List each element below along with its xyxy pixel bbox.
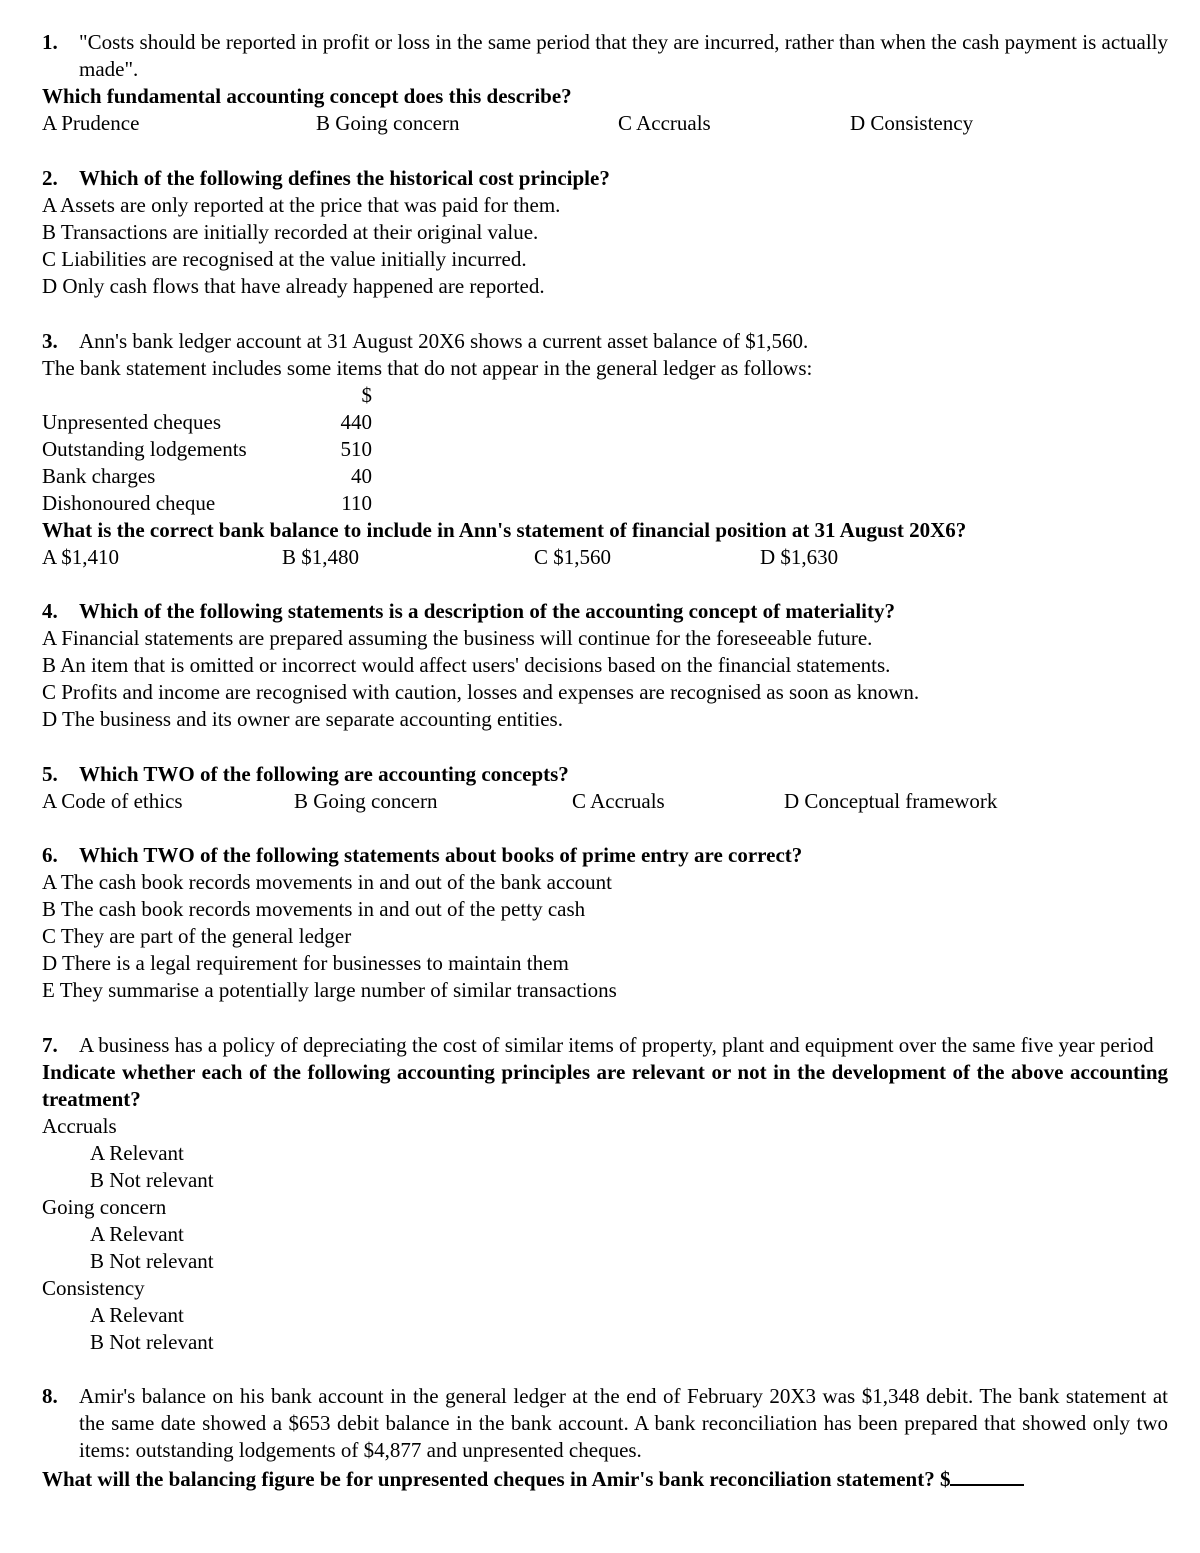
principle-label: Consistency (42, 1276, 145, 1300)
question-prompt: Which TWO of the following statements about books of prime entry are correct? (79, 843, 803, 867)
option-a[interactable]: A Assets are only reported at the price that was paid for them. (42, 193, 561, 217)
question-5 (42, 761, 1168, 815)
question-3 (42, 328, 1168, 571)
question-text-2: The bank statement includes some items that do not appear in the general ledger as follows: (42, 356, 813, 380)
option-c[interactable]: C Accruals (618, 111, 711, 135)
principle-label: Accruals (42, 1114, 117, 1138)
question-8 (42, 1383, 1168, 1493)
question-4 (42, 598, 1168, 733)
question-prompt: Which of the following statements is a description of the accounting concept of materiality? (79, 599, 895, 623)
question-prompt: Which fundamental accounting concept does this describe? (42, 84, 572, 108)
option-a[interactable]: A Prudence (42, 111, 140, 135)
question-number: 3. (42, 329, 58, 353)
question-prompt: Which of the following defines the historical cost principle? (79, 166, 610, 190)
principle-group-going-concern (42, 1194, 1168, 1275)
option-a[interactable]: A Relevant (90, 1141, 184, 1165)
option-b[interactable]: B Going concern (294, 789, 438, 813)
options-row (42, 110, 1168, 137)
question-number: 1. (42, 30, 58, 54)
option-a[interactable]: A Financial statements are prepared assuming the business will continue for the foreseeable future. (42, 626, 873, 650)
question-number: 8. (42, 1384, 58, 1408)
table-row: Outstanding lodgements 510 (42, 437, 372, 461)
table-row: Unpresented cheques 440 (42, 410, 372, 434)
option-a[interactable]: A $1,410 (42, 545, 120, 569)
option-b[interactable]: B An item that is omitted or incorrect would affect users' decisions based on the financial statements. (42, 653, 891, 677)
question-number: 6. (42, 843, 58, 867)
question-number: 5. (42, 762, 58, 786)
options-row (42, 544, 1168, 571)
question-number: 7. (42, 1033, 58, 1057)
question-prompt: Indicate whether each of the following accounting principles are relevant or not in the development of the above accounting treatment? (42, 1060, 1168, 1111)
question-number: 4. (42, 599, 58, 623)
question-2 (42, 165, 1168, 300)
table-row: Dishonoured cheque 110 (42, 491, 372, 515)
option-b[interactable]: B Not relevant (90, 1168, 214, 1192)
question-text: A business has a policy of depreciating the cost of similar items of property, plant and equipment over the same five year period (79, 1033, 1154, 1057)
option-d[interactable]: D There is a legal requirement for businesses to maintain them (42, 951, 569, 975)
option-b[interactable]: B Not relevant (90, 1330, 214, 1354)
principle-group-consistency (42, 1275, 1168, 1356)
option-b[interactable]: B The cash book records movements in and out of the petty cash (42, 897, 586, 921)
options-row (42, 788, 1168, 815)
option-d[interactable]: D Conceptual framework (784, 789, 998, 813)
principle-label: Going concern (42, 1195, 167, 1219)
question-prompt: What will the balancing figure be for unpresented cheques in Amir's bank reconciliation statement? $ (42, 1467, 951, 1491)
question-prompt: What is the correct bank balance to include in Ann's statement of financial position at 31 August 20X6? (42, 518, 967, 542)
currency-header: $ (361, 383, 372, 407)
table-row: Bank charges 40 (42, 464, 372, 488)
option-a[interactable]: A Relevant (90, 1303, 184, 1327)
option-c[interactable]: C They are part of the general ledger (42, 924, 352, 948)
document-page (42, 29, 1168, 1493)
option-c[interactable]: C $1,560 (534, 545, 612, 569)
option-a[interactable]: A The cash book records movements in and out of the bank account (42, 870, 612, 894)
question-6 (42, 842, 1168, 1004)
option-d[interactable]: D Only cash flows that have already happened are reported. (42, 274, 545, 298)
option-a[interactable]: A Relevant (90, 1222, 184, 1246)
option-d[interactable]: D The business and its owner are separate accounting entities. (42, 707, 563, 731)
option-a[interactable]: A Code of ethics (42, 789, 183, 813)
question-text: "Costs should be reported in profit or loss in the same period that they are incurred, rather than when the cash payment is actually made". (79, 30, 1168, 81)
option-b[interactable]: B Transactions are initially recorded at their original value. (42, 220, 539, 244)
question-7 (42, 1032, 1168, 1356)
option-d[interactable]: D Consistency (850, 111, 974, 135)
option-d[interactable]: D $1,630 (760, 545, 839, 569)
option-c[interactable]: C Accruals (572, 789, 665, 813)
option-b[interactable]: B $1,480 (282, 545, 360, 569)
question-text: Amir's balance on his bank account in the general ledger at the end of February 20X3 was $1,348 debit. The bank statement at the same date showed a $653 debit balance in the bank account. A bank reconciliation has been prepared that showed only two items: outstanding lodgements of $4,877 and unpresented cheques. (79, 1384, 1168, 1462)
answer-blank[interactable] (950, 1464, 1024, 1486)
option-b[interactable]: B Going concern (316, 111, 460, 135)
option-c[interactable]: C Liabilities are recognised at the value initially incurred. (42, 247, 527, 271)
option-c[interactable]: C Profits and income are recognised with caution, losses and expenses are recognised as soon as known. (42, 680, 920, 704)
question-prompt-line (42, 1464, 1168, 1493)
question-number: 2. (42, 166, 58, 190)
question-1 (42, 29, 1168, 137)
option-e[interactable]: E They summarise a potentially large number of similar transactions (42, 978, 617, 1002)
principle-group-accruals (42, 1113, 1168, 1194)
question-text: Ann's bank ledger account at 31 August 20X6 shows a current asset balance of $1,560. (79, 329, 809, 353)
option-b[interactable]: B Not relevant (90, 1249, 214, 1273)
items-table (42, 382, 382, 517)
question-prompt: Which TWO of the following are accounting concepts? (79, 762, 569, 786)
